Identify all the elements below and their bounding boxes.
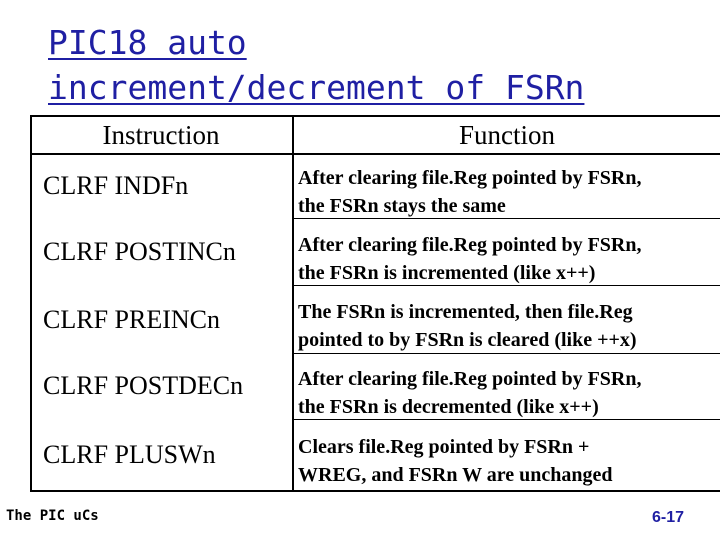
function-cell — [298, 231, 642, 287]
slide-title-line-1: PIC18 auto — [48, 23, 247, 62]
function-line: pointed to by FSRn is cleared (like ++x) — [298, 329, 637, 351]
instruction-cell: CLRF INDFn — [43, 171, 189, 200]
slide-title-line-2: increment/decrement of FSRn — [48, 68, 585, 107]
instruction-cell: CLRF POSTINCn — [43, 237, 236, 266]
instruction-cell: CLRF PREINCn — [43, 305, 220, 334]
instruction-cell: CLRF POSTDECn — [43, 371, 244, 400]
function-line: the FSRn is decremented (like x++) — [298, 396, 599, 418]
header-function: Function — [458, 120, 555, 150]
footer-course-label: The PIC uCs — [6, 508, 99, 524]
function-line: After clearing file.Reg pointed by FSRn, — [298, 234, 642, 256]
column-divider — [292, 115, 294, 492]
function-cell — [298, 365, 642, 421]
header-instruction: Instruction — [102, 120, 220, 150]
function-line: WREG, and FSRn W are unchanged — [298, 464, 613, 486]
header-divider — [30, 153, 720, 155]
function-cell — [298, 433, 613, 489]
table-left-border — [30, 115, 32, 492]
instruction-cell: CLRF PLUSWn — [43, 440, 216, 469]
slide-title — [48, 20, 584, 110]
function-line: the FSRn stays the same — [298, 195, 506, 217]
slide-number: 6-17 — [652, 509, 685, 526]
function-line: the FSRn is incremented (like x++) — [298, 262, 596, 284]
function-line: The FSRn is incremented, then file.Reg — [298, 301, 633, 323]
instruction-table — [30, 115, 720, 493]
function-line: Clears file.Reg pointed by FSRn + — [298, 436, 590, 458]
function-cell — [298, 298, 637, 354]
function-cell — [298, 164, 642, 220]
function-line: After clearing file.Reg pointed by FSRn, — [298, 167, 642, 189]
table-bottom-border — [30, 490, 720, 492]
function-line: After clearing file.Reg pointed by FSRn, — [298, 368, 642, 390]
